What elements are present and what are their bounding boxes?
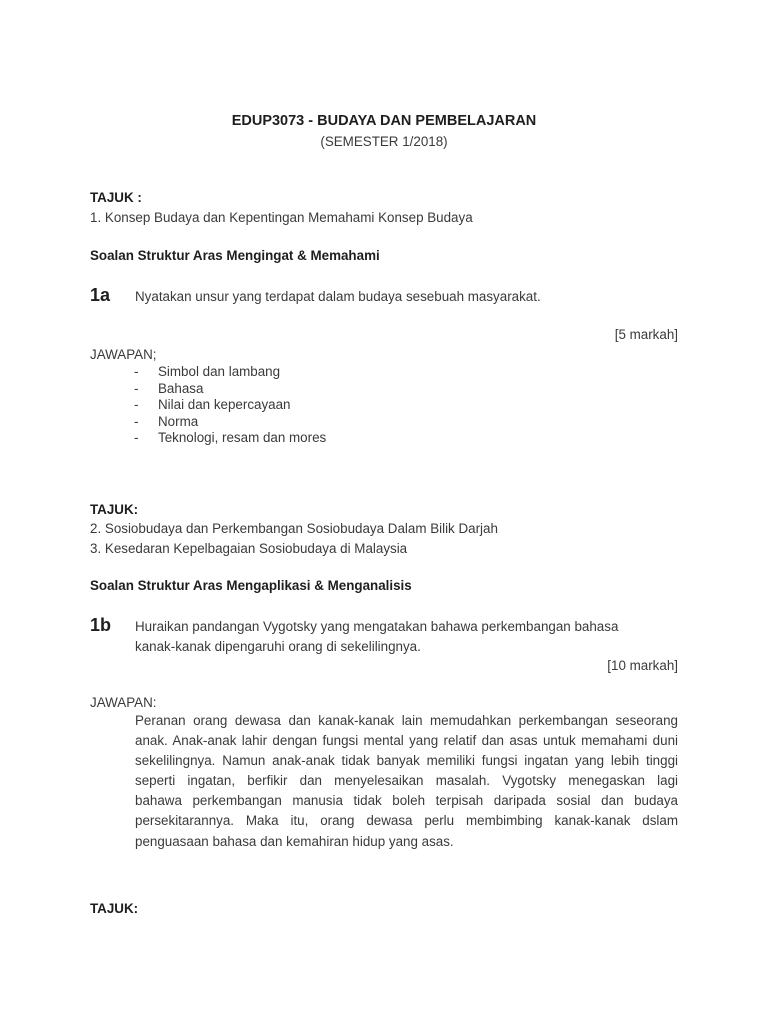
semester-subtitle: (SEMESTER 1/2018): [320, 134, 448, 149]
list-item-text: Nilai dan kepercayaan: [158, 397, 291, 413]
tajuk-label-1: TAJUK :: [90, 190, 142, 205]
answer-paragraph-1b: [135, 711, 678, 852]
dash-marker: -: [134, 397, 139, 413]
question-text-1a: Nyatakan unsur yang terdapat dalam budaya sesebuah masyarakat.: [135, 289, 541, 304]
dash-marker: -: [134, 430, 139, 446]
list-item: [134, 414, 326, 431]
marks-1a: [5 markah]: [614, 327, 678, 342]
document-title: EDUP3073 - BUDAYA DAN PEMBELAJARAN: [231, 113, 537, 129]
marks-1b: [10 markah]: [607, 658, 678, 673]
paragraph-line: seperti ingatan, berfikir dan menyelesaikan masalah. Vygotsky menegaskan lagi: [135, 773, 678, 789]
answer-label-1a: JAWAPAN;: [90, 347, 157, 362]
question-number-1a: 1a: [90, 285, 111, 305]
paragraph-line: bahawa perkembangan manusia tidak boleh terpisah daripada sosial dan budaya: [135, 793, 678, 809]
dash-marker: -: [134, 380, 139, 396]
question-text-1b-line-2: kanak-kanak dipengaruhi orang di sekelilingnya.: [135, 639, 421, 654]
topic-3: 3. Kesedaran Kepelbagaian Sosiobudaya di Malaysia: [90, 541, 408, 556]
topic-2: 2. Sosiobudaya dan Perkembangan Sosiobudaya Dalam Bilik Darjah: [90, 521, 498, 536]
tajuk-label-3: TAJUK:: [90, 901, 139, 916]
section-heading-2: Soalan Struktur Aras Mengaplikasi & Menganalisis: [90, 578, 412, 593]
question-number-1b: 1b: [90, 615, 112, 635]
paragraph-line: penguasaan bahasa dan kemahiran hidup yang asas.: [135, 833, 454, 849]
list-item: [134, 397, 326, 414]
list-item: [134, 381, 326, 398]
dash-marker: -: [134, 364, 139, 379]
topic-1: 1. Konsep Budaya dan Kepentingan Memahami Konsep Budaya: [90, 210, 473, 225]
dash-marker: -: [134, 413, 139, 429]
list-item-text: Simbol dan lambang: [158, 364, 281, 379]
paragraph-line: sekelilingnya. Namun anak-anak tidak banyak memiliki fungsi ingatan yang lebih tinggi: [135, 753, 678, 769]
list-item-text: Norma: [158, 413, 199, 429]
list-item-text: Teknologi, resam dan mores: [158, 430, 327, 446]
list-item-text: Bahasa: [158, 380, 204, 396]
answer-label-1b: JAWAPAN:: [90, 695, 157, 710]
paragraph-line: persekitarannya. Maka itu, orang dewasa perlu membimbing kanak-kanak dslam: [135, 813, 678, 829]
list-item: [134, 364, 326, 381]
section-heading-1: Soalan Struktur Aras Mengingat & Memahami: [90, 248, 380, 263]
tajuk-label-2: TAJUK:: [90, 502, 139, 517]
answer-list-1a: [134, 364, 326, 447]
question-text-1b-line-1: Huraikan pandangan Vygotsky yang mengatakan bahawa perkembangan bahasa: [135, 619, 619, 634]
paragraph-line: anak. Anak-anak lahir dengan fungsi mental yang relatif dan asas untuk memahami duni: [135, 733, 678, 749]
paragraph-line: Peranan orang dewasa dan kanak-kanak lain memudahkan perkembangan seseorang: [135, 713, 678, 728]
list-item: [134, 430, 326, 447]
